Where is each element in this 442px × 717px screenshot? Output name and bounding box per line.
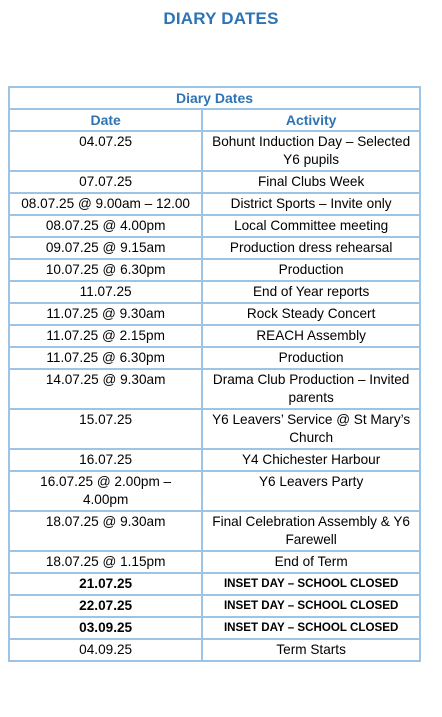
table-caption: Diary Dates <box>9 87 420 109</box>
table-row <box>9 573 420 595</box>
activity-cell: Local Committee meeting <box>202 215 420 237</box>
table-row <box>9 595 420 617</box>
activity-cell: INSET DAY – SCHOOL CLOSED <box>202 617 420 639</box>
date-cell: 16.07.25 @ 2.00pm – 4.00pm <box>9 471 202 511</box>
table-row <box>9 639 420 661</box>
date-cell: 08.07.25 @ 9.00am – 12.00 <box>9 193 202 215</box>
table-row <box>9 471 420 511</box>
activity-cell: Production dress rehearsal <box>202 237 420 259</box>
table-row <box>9 551 420 573</box>
date-cell: 04.09.25 <box>9 639 202 661</box>
table-row <box>9 281 420 303</box>
table-row <box>9 347 420 369</box>
activity-cell: Y6 Leavers’ Service @ St Mary’s Church <box>202 409 420 449</box>
column-header-date: Date <box>9 109 202 131</box>
date-cell: 18.07.25 @ 1.15pm <box>9 551 202 573</box>
date-cell: 11.07.25 @ 9.30am <box>9 303 202 325</box>
activity-cell: Final Clubs Week <box>202 171 420 193</box>
table-row <box>9 215 420 237</box>
date-cell: 09.07.25 @ 9.15am <box>9 237 202 259</box>
date-cell: 03.09.25 <box>9 617 202 639</box>
activity-cell: Y6 Leavers Party <box>202 471 420 511</box>
table-row <box>9 617 420 639</box>
table-row <box>9 449 420 471</box>
date-cell: 10.07.25 @ 6.30pm <box>9 259 202 281</box>
activity-cell: Drama Club Production – Invited parents <box>202 369 420 409</box>
diary-dates-table <box>8 86 421 662</box>
activity-cell: INSET DAY – SCHOOL CLOSED <box>202 595 420 617</box>
date-cell: 22.07.25 <box>9 595 202 617</box>
table-row <box>9 171 420 193</box>
date-cell: 16.07.25 <box>9 449 202 471</box>
activity-cell: Final Celebration Assembly & Y6 Farewell <box>202 511 420 551</box>
activity-cell: End of Term <box>202 551 420 573</box>
table-row <box>9 369 420 409</box>
activity-cell: Bohunt Induction Day – Selected Y6 pupils <box>202 131 420 171</box>
activity-cell: District Sports – Invite only <box>202 193 420 215</box>
activity-cell: INSET DAY – SCHOOL CLOSED <box>202 573 420 595</box>
table-body <box>9 131 420 661</box>
table-row <box>9 259 420 281</box>
activity-cell: End of Year reports <box>202 281 420 303</box>
table-row <box>9 511 420 551</box>
activity-cell: REACH Assembly <box>202 325 420 347</box>
table-caption-row <box>9 87 420 109</box>
date-cell: 15.07.25 <box>9 409 202 449</box>
date-cell: 07.07.25 <box>9 171 202 193</box>
date-cell: 11.07.25 <box>9 281 202 303</box>
activity-cell: Production <box>202 259 420 281</box>
date-cell: 14.07.25 @ 9.30am <box>9 369 202 409</box>
date-cell: 11.07.25 @ 2.15pm <box>9 325 202 347</box>
column-header-activity: Activity <box>202 109 420 131</box>
date-cell: 11.07.25 @ 6.30pm <box>9 347 202 369</box>
table-header-row <box>9 109 420 131</box>
activity-cell: Y4 Chichester Harbour <box>202 449 420 471</box>
activity-cell: Production <box>202 347 420 369</box>
table-row <box>9 237 420 259</box>
date-cell: 04.07.25 <box>9 131 202 171</box>
activity-cell: Rock Steady Concert <box>202 303 420 325</box>
page-title: DIARY DATES <box>163 9 279 28</box>
date-cell: 18.07.25 @ 9.30am <box>9 511 202 551</box>
activity-cell: Term Starts <box>202 639 420 661</box>
table-row <box>9 193 420 215</box>
table-row <box>9 131 420 171</box>
table-row <box>9 325 420 347</box>
table-row <box>9 409 420 449</box>
date-cell: 08.07.25 @ 4.00pm <box>9 215 202 237</box>
date-cell: 21.07.25 <box>9 573 202 595</box>
table-row <box>9 303 420 325</box>
